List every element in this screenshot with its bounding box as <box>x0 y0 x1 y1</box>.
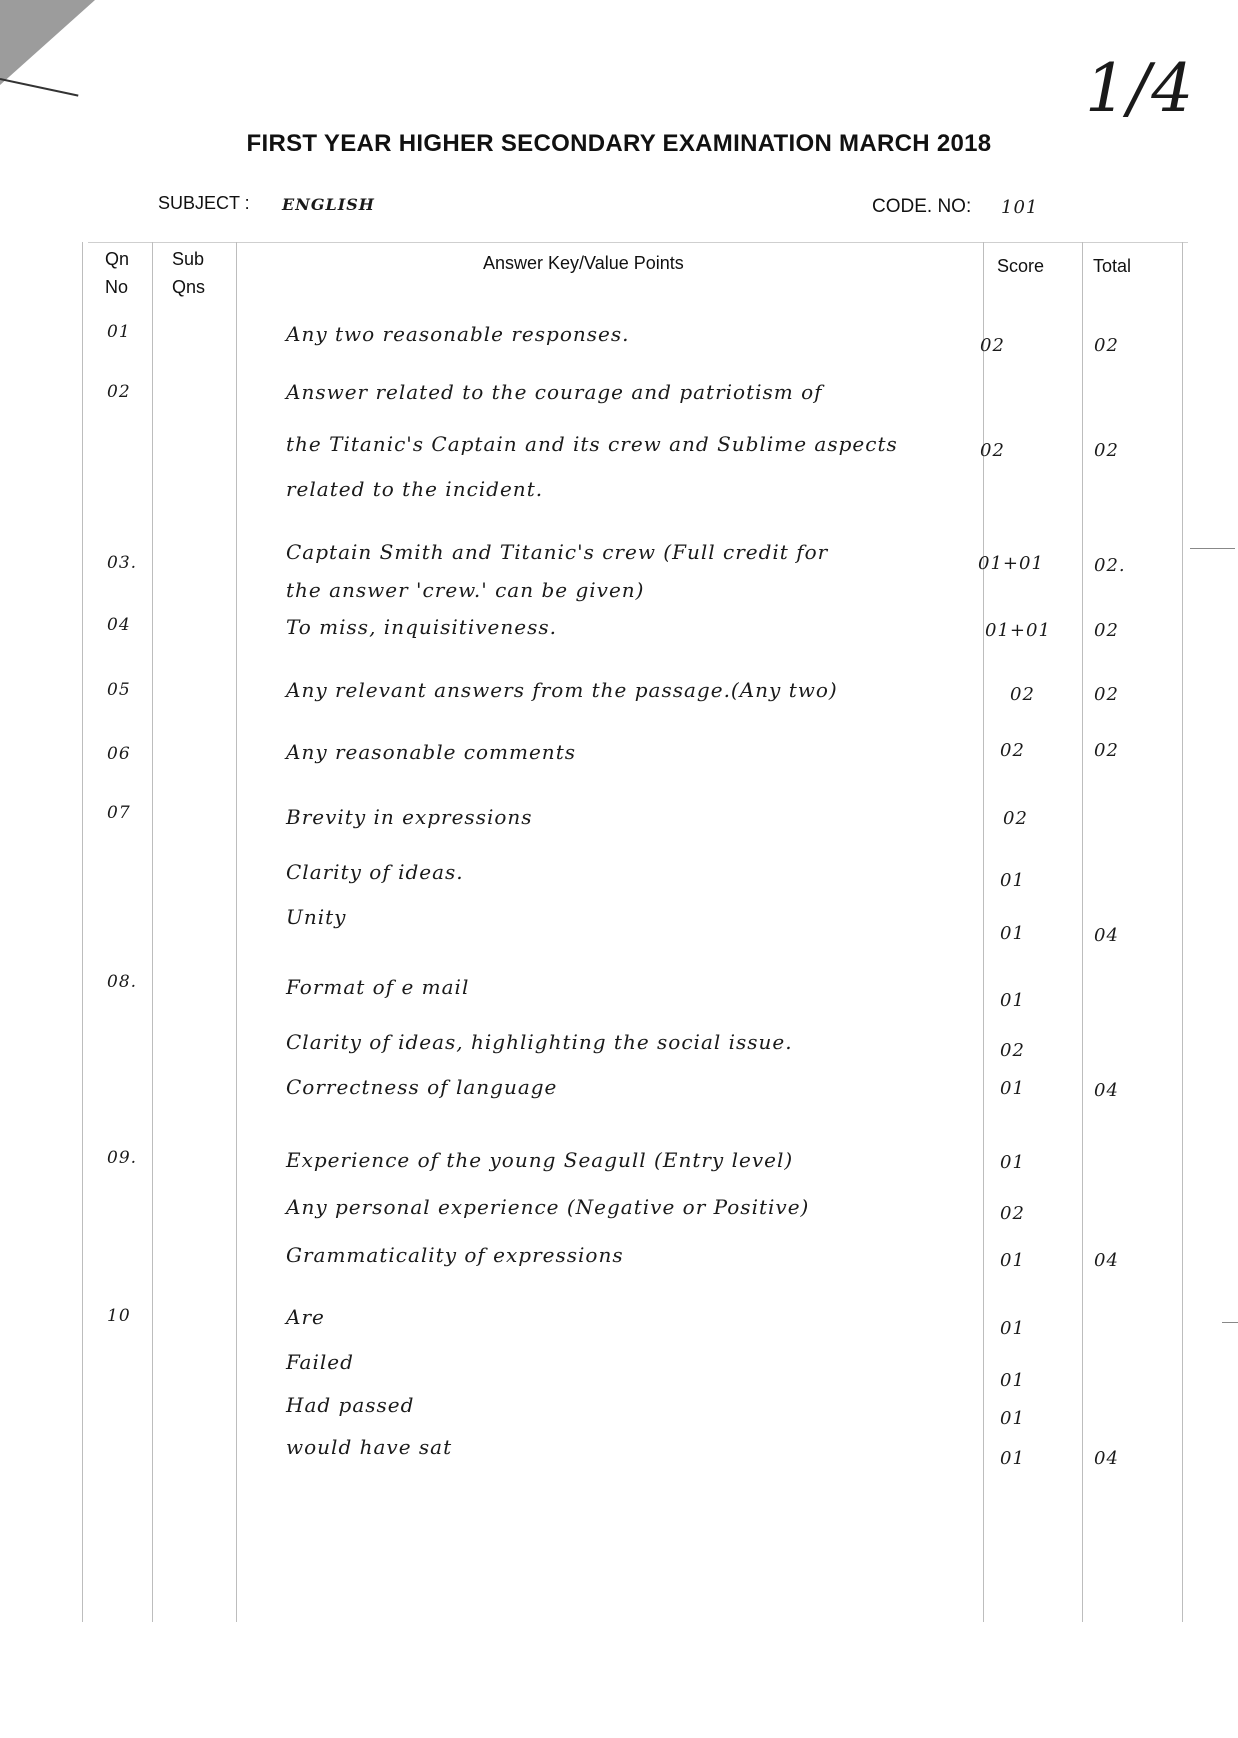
score-value: 02 <box>980 335 1005 356</box>
table-top-border <box>88 242 1188 243</box>
score-value: 01 <box>1000 870 1025 891</box>
total-value: 02 <box>1094 440 1119 461</box>
score-value: 02 <box>1003 808 1028 829</box>
page-number-mark: 1/4 <box>1085 50 1195 127</box>
score-value: 01 <box>1000 1370 1025 1391</box>
score-value: 01 <box>1000 990 1025 1011</box>
total-value: 04 <box>1094 1448 1119 1469</box>
code-value: 101 <box>1001 197 1039 218</box>
scan-mark <box>1222 1322 1238 1323</box>
qn-number: 05 <box>107 680 131 700</box>
answer-line: Are <box>286 1305 325 1329</box>
answer-line: Clarity of ideas. <box>286 860 464 884</box>
subject-value: ENGLISH <box>282 195 375 214</box>
answer-line: Correctness of language <box>286 1075 558 1099</box>
answer-line: Had passed <box>286 1393 415 1417</box>
code-label: CODE. NO: <box>872 196 972 217</box>
total-value: 02. <box>1094 555 1126 576</box>
score-value: 02 <box>1010 684 1035 705</box>
answer-line: Any personal experience (Negative or Positive) <box>286 1195 810 1219</box>
qn-number: 07 <box>107 803 131 823</box>
answer-line: Any reasonable comments <box>286 740 576 764</box>
score-value: 01+01 <box>985 620 1051 641</box>
qn-number: 02 <box>107 382 131 402</box>
score-value: 01 <box>1000 1152 1025 1173</box>
qn-number: 06 <box>107 744 131 764</box>
total-value: 02 <box>1094 684 1119 705</box>
score-value: 01 <box>1000 1448 1025 1469</box>
qn-number: 04 <box>107 615 131 635</box>
answer-line: Any relevant answers from the passage.(Any two) <box>286 678 838 702</box>
score-value: 01+01 <box>978 553 1044 574</box>
qn-number: 10 <box>107 1306 131 1326</box>
qn-number: 09. <box>107 1148 138 1168</box>
answer-line: Answer related to the courage and patriotism of <box>286 380 823 404</box>
answer-line: the answer 'crew.' can be given) <box>286 578 645 602</box>
answer-line: Any two reasonable responses. <box>286 322 630 346</box>
answer-line: Experience of the young Seagull (Entry level) <box>286 1148 794 1172</box>
total-value: 04 <box>1094 1250 1119 1271</box>
answer-line: Failed <box>286 1350 354 1374</box>
total-value: 02 <box>1094 740 1119 761</box>
page-title: FIRST YEAR HIGHER SECONDARY EXAMINATION MARCH 2018 <box>246 130 992 157</box>
answer-line: Clarity of ideas, highlighting the social issue. <box>286 1030 793 1054</box>
column-divider-score <box>1082 242 1083 1622</box>
score-value: 01 <box>1000 923 1025 944</box>
header-score: Score <box>997 256 1045 276</box>
total-value: 02 <box>1094 620 1119 641</box>
qn-number: 01 <box>107 322 131 342</box>
total-value: 04 <box>1094 925 1119 946</box>
qn-number: 03. <box>107 553 138 573</box>
total-value: 04 <box>1094 1080 1119 1101</box>
qn-number: 08. <box>107 972 138 992</box>
answer-line: related to the incident. <box>286 477 544 501</box>
answer-line: Brevity in expressions <box>286 805 533 829</box>
answer-line: Unity <box>286 905 347 929</box>
scan-mark <box>1190 548 1235 549</box>
answer-line: Format of e mail <box>286 975 470 999</box>
score-value: 01 <box>1000 1250 1025 1271</box>
score-value: 02 <box>1000 1040 1025 1061</box>
table-right-border <box>1182 242 1183 1622</box>
answer-line: Grammaticality of expressions <box>286 1243 624 1267</box>
column-divider-qn <box>152 242 153 1622</box>
header-qn-no: Qn No <box>105 249 130 297</box>
header-answer-key: Answer Key/Value Points <box>483 253 684 273</box>
answer-line: To miss, inquisitiveness. <box>286 615 557 639</box>
header-total: Total <box>1093 256 1132 276</box>
score-value: 01 <box>1000 1078 1025 1099</box>
column-divider-sub <box>236 242 237 1622</box>
subject-label: SUBJECT : <box>158 193 250 213</box>
folded-corner <box>0 0 95 85</box>
table-left-border <box>82 242 83 1622</box>
answer-line: Captain Smith and Titanic's crew (Full credit for <box>286 540 829 564</box>
score-value: 02 <box>1000 1203 1025 1224</box>
total-value: 02 <box>1094 335 1119 356</box>
header-sub-qns: Sub Qns <box>172 249 206 297</box>
score-value: 01 <box>1000 1318 1025 1339</box>
score-value: 02 <box>1000 740 1025 761</box>
score-value: 01 <box>1000 1408 1025 1429</box>
score-value: 02 <box>980 440 1005 461</box>
answer-line: would have sat <box>286 1435 453 1459</box>
answer-line: the Titanic's Captain and its crew and Sublime aspects <box>286 432 898 456</box>
